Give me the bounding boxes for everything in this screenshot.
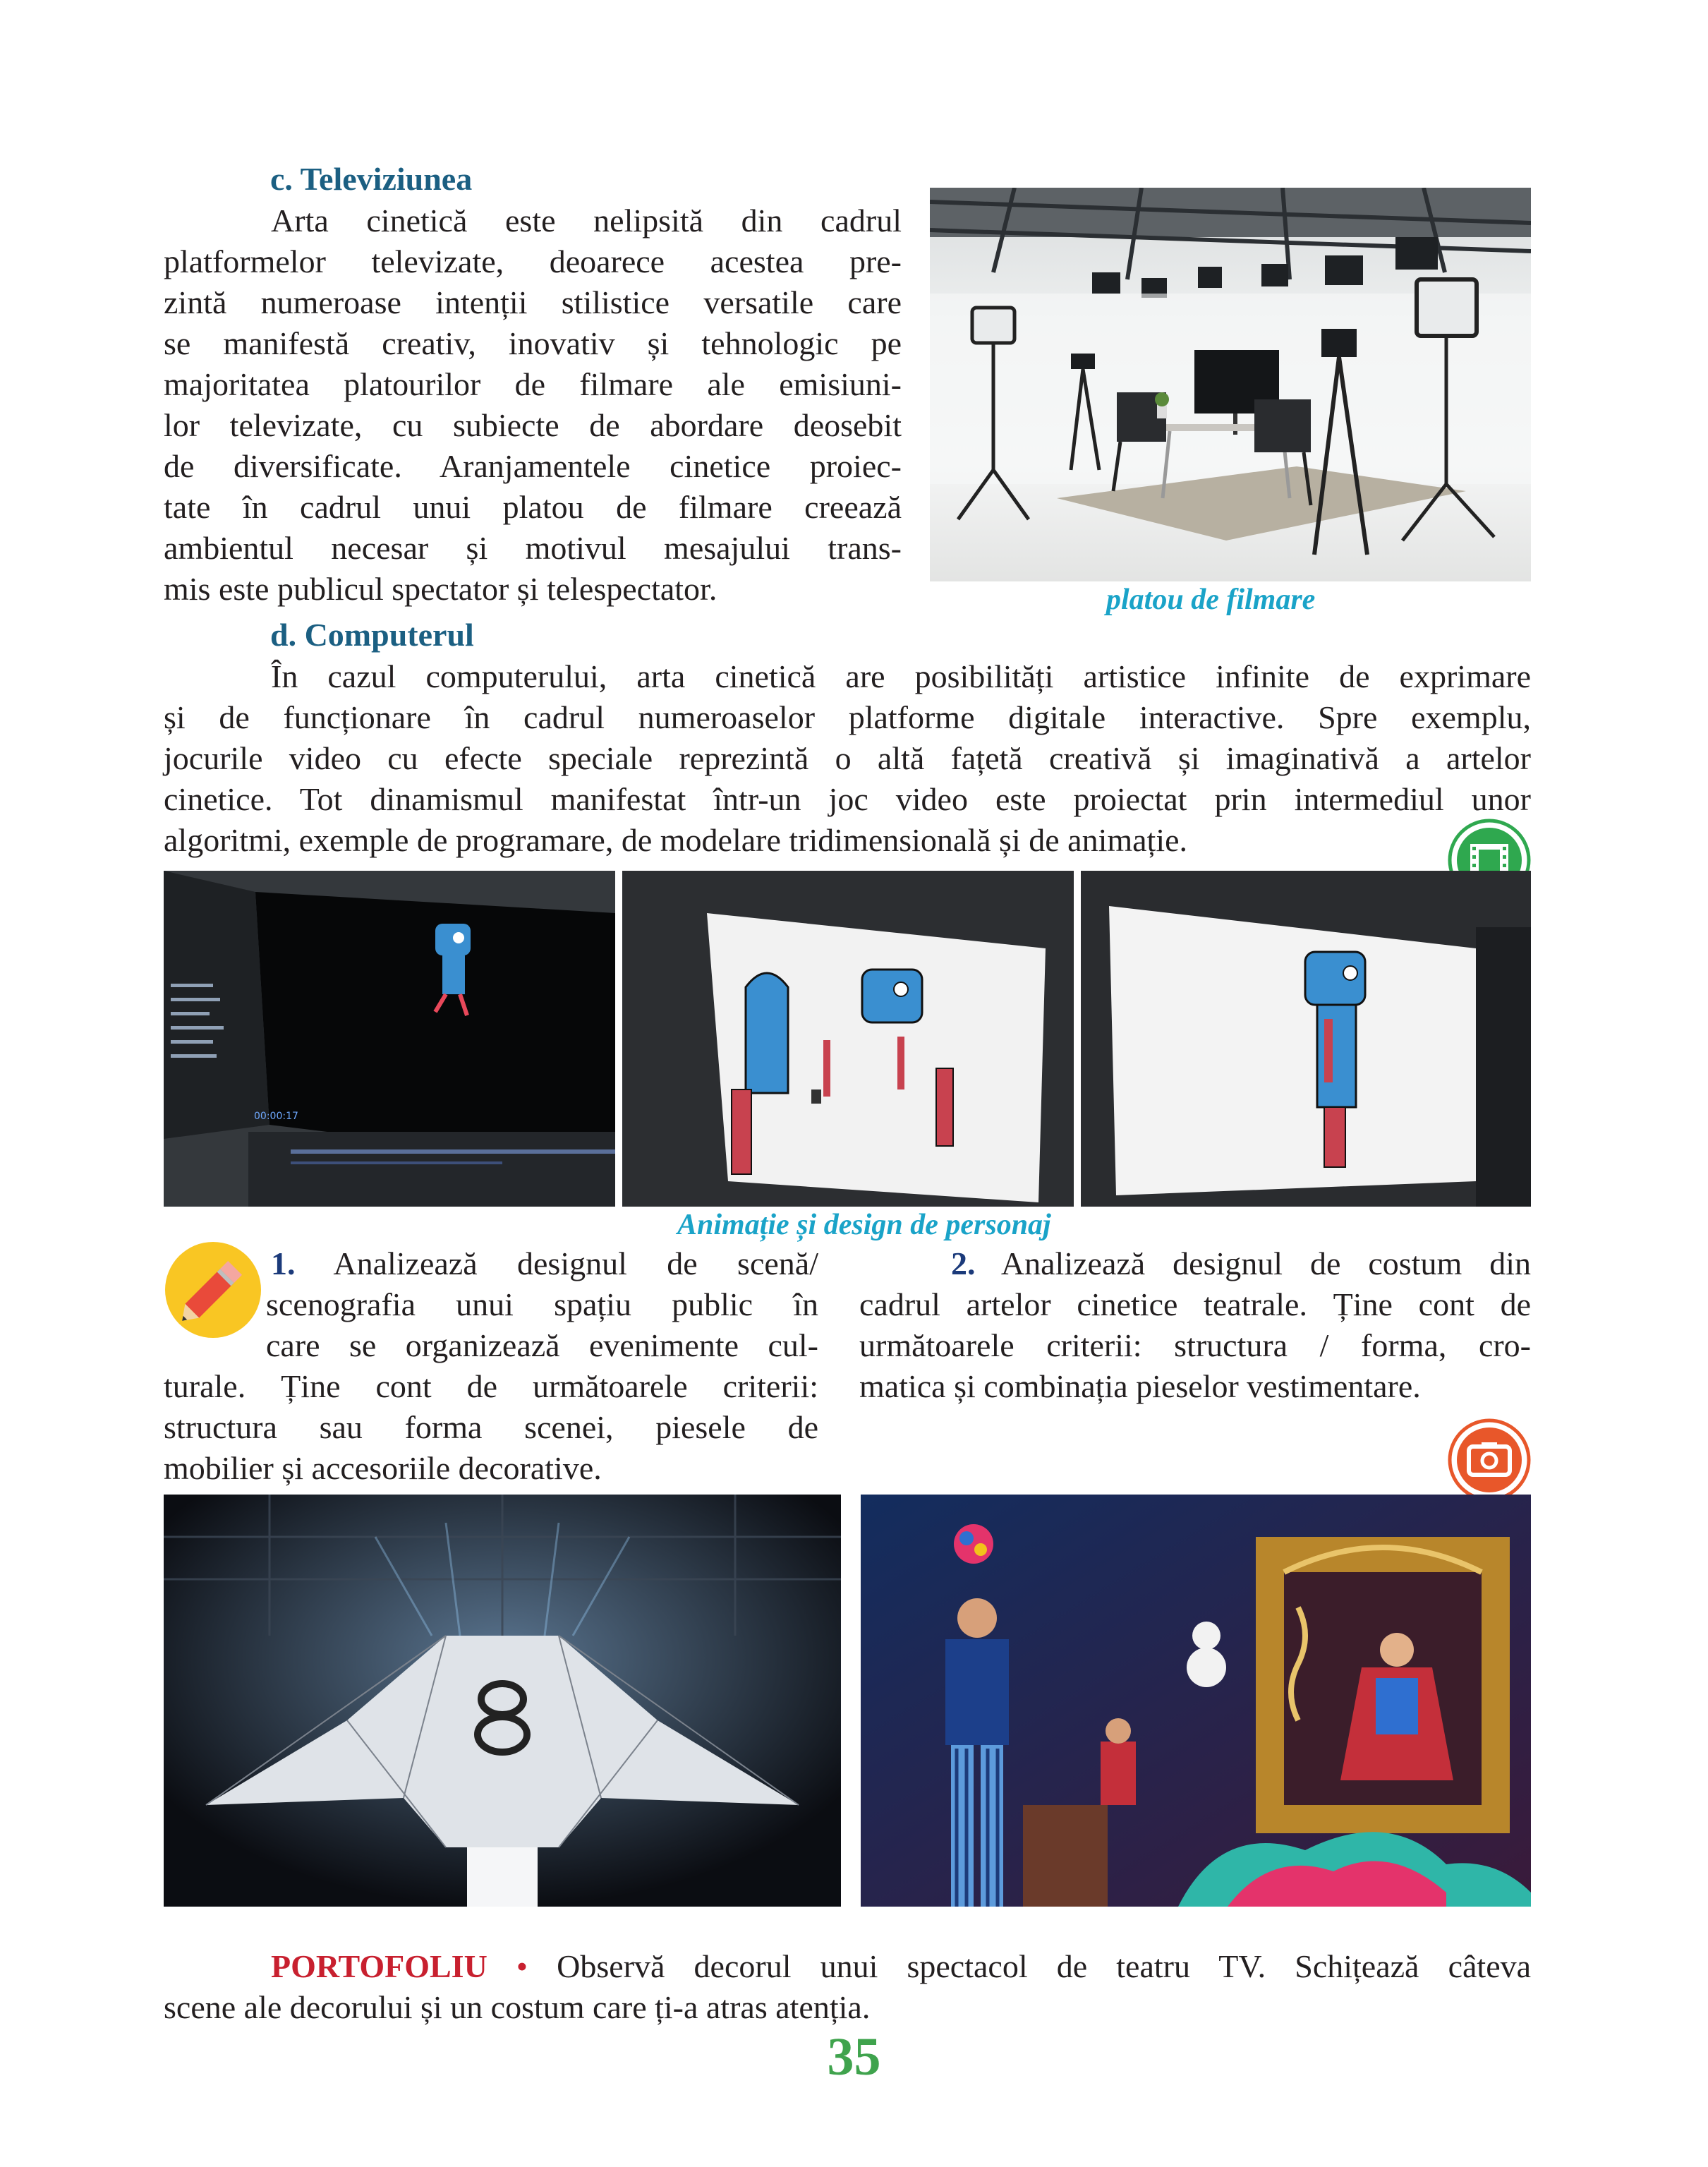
exercise-2-text: Analizează designul de costum din: [1000, 1245, 1531, 1281]
paragraph-line: majoritatea platourilor de filmare ale emisiuni-: [164, 366, 902, 402]
portfolio-text: Observă decorul unui spectacol de teatru TV. Schițează câteva: [557, 1948, 1532, 1984]
exercise-1-line: care se organizează evenimente cul-: [266, 1327, 818, 1363]
theatre-costume-photo: [861, 1495, 1531, 1907]
exercise-1-line: mobilier și accesoriile decorative.: [164, 1450, 602, 1486]
exercise-2-line: următoarele criterii: structura / forma, cro-: [859, 1327, 1531, 1363]
animation-caption: Animație și design de personaj: [677, 1209, 1051, 1241]
paragraph-line: ambientul necesar și motivul mesajului trans-: [164, 530, 902, 566]
section-c-title: c. Televiziunea: [270, 161, 473, 197]
paragraph-line: În cazul computerului, arta cinetică are posibilități artistice infinite de exprimare: [271, 658, 1531, 694]
portfolio-bullet: •: [516, 1948, 528, 1984]
page-number: 35: [827, 2027, 881, 2087]
paragraph-line: cinetice. Tot dinamismul manifestat într-un joc video este proiectat prin intermediul unor: [164, 781, 1531, 817]
arena-stage-photo: [164, 1495, 841, 1907]
paragraph-line: tate în cadrul unui platou de filmare creează: [164, 489, 902, 525]
portfolio-label: PORTOFOLIU: [271, 1948, 487, 1984]
exercise-2-number: 2.: [951, 1245, 976, 1281]
portfolio-line: scene ale decorului și un costum care ți-a atras atenția.: [164, 1989, 871, 2025]
section-c-paragraph: [164, 200, 902, 610]
portfolio-line: [271, 1946, 1531, 1987]
paragraph-line: de diversificate. Aranjamentele cinetice proiec-: [164, 448, 902, 484]
exercise-2: [859, 1243, 1531, 1407]
animation-photo-3: [1081, 871, 1531, 1207]
exercise-1-text: Analizează designul de scenă/: [333, 1245, 818, 1281]
exercise-1: [164, 1243, 818, 1489]
timecode-readout: 00:00:17: [254, 1111, 298, 1122]
exercise-2-line: matica și combinația pieselor vestimentare.: [859, 1368, 1421, 1404]
paragraph-line: zintă numeroase intenții stilistice versatile care: [164, 284, 902, 320]
paragraph-line: lor televizate, cu subiecte de abordare deosebit: [164, 407, 902, 443]
paragraph-line: și de funcționare în cadrul numeroaselor platforme digitale interactive. Spre exemplu,: [164, 699, 1531, 735]
animation-photo-2: [622, 871, 1074, 1207]
paragraph-line: Arta cinetică este nelipsită din cadrul: [271, 203, 902, 239]
exercise-1-line: turale. Ține cont de următoarele criterii:: [164, 1368, 818, 1404]
tv-studio-caption: platou de filmare: [1106, 584, 1316, 616]
section-d-paragraph: [164, 656, 1531, 861]
paragraph-line: platformelor televizate, deoarece acestea pre-: [164, 243, 902, 279]
exercise-1-line: structura sau forma scenei, piesele de: [164, 1409, 818, 1445]
tv-studio-photo: [930, 188, 1531, 581]
exercise-1-line: scenografia unui spațiu public în: [266, 1286, 818, 1322]
exercise-1-number: 1.: [271, 1245, 296, 1281]
exercise-2-line: cadrul artelor cinetice teatrale. Ține cont de: [859, 1286, 1531, 1322]
paragraph-line: mis este publicul spectator și telespectator.: [164, 571, 717, 607]
paragraph-line: algoritmi, exemple de programare, de modelare tridimensională și de animație.: [164, 822, 1188, 858]
paragraph-line: se manifestă creativ, inovativ și tehnologic pe: [164, 325, 902, 361]
exercise-1-line: [271, 1243, 818, 1284]
portfolio-block: [164, 1946, 1531, 2028]
photo-camera-icon: [1448, 1418, 1531, 1502]
paragraph-line: jocurile video cu efecte speciale reprezintă o altă fațetă creativă și imaginativă a artelor: [164, 740, 1531, 776]
exercise-2-line: [951, 1243, 1531, 1284]
animation-photo-1: [164, 871, 615, 1207]
section-d-title: d. Computerul: [270, 617, 474, 653]
